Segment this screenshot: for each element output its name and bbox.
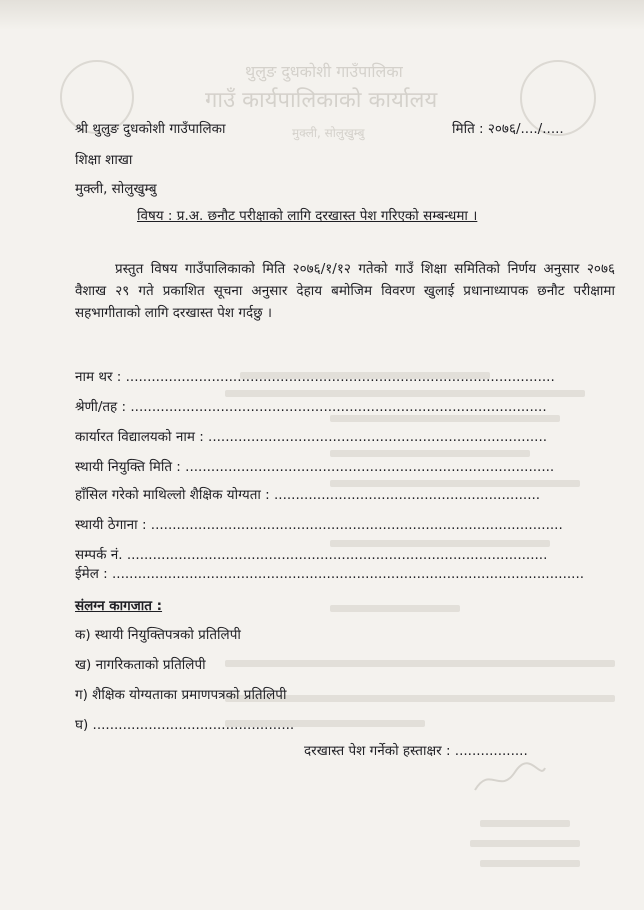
attachment-item: ख) नागरिकताको प्रतिलिपी <box>75 657 206 673</box>
signature-line: दरखास्त पेश गर्नेको हस्ताक्षर : ................. <box>304 743 528 759</box>
field-permanent-address: स्थायी ठेगाना : ................................................................................................ <box>75 517 563 533</box>
addressee-line-2: शिक्षा शाखा <box>75 152 133 168</box>
field-grade-level: श्रेणी/तह : ................................................................................................. <box>75 399 547 415</box>
field-appointment-date: स्थायी नियुक्ति मिति : ...................................................................................... <box>75 459 555 475</box>
field-school-name: कार्यारत विद्यालयको नाम : ............................................................................... <box>75 429 548 445</box>
attachment-item: ग) शैक्षिक योग्यताका प्रमाणपत्रको प्रतिलिपी <box>75 687 287 703</box>
field-email: ईमेल : .............................................................................................................. <box>75 566 585 582</box>
date-field: मिति : २०७६/..../..... <box>452 121 564 137</box>
attachments-heading: संलग्न कागजात : <box>75 598 163 614</box>
addressee-line-3: मुक्ली, सोलुखुम्बु <box>75 181 157 197</box>
attachment-item: घ) ............................................... <box>75 717 295 733</box>
watermark-signature-icon <box>470 760 550 800</box>
addressee-line-1: श्री थुलुङ दुधकोशी गाउँपालिका <box>75 121 226 137</box>
body-paragraph: प्रस्तुत विषय गाउँपालिकाको मिति २०७६/१/१२ गतेको गाउँ शिक्षा समितिको निर्णय अनुसार २०७६ वैशाख २९ गते प्रकाशित सूचना अनुसार देहाय बमोजिम विवरण खुलाई प्रधानाध्यापक छनौट परीक्षामा सहभागीताको लागि दरखास्त पेश गर्दछु । <box>75 261 615 321</box>
field-qualification: हाँसिल गरेको माथिल्लो शैक्षिक योग्यता : .............................................................. <box>75 487 541 503</box>
watermark-line-3: मुक्ली, सोलुखुम्बु <box>292 126 365 140</box>
watermark-line-2: गाउँ कार्यपालिकाको कार्यालय <box>205 88 438 113</box>
subject-line: विषय : प्र.अ. छनौट परीक्षाको लागि दरखास्त पेश गरिएको सम्बन्धमा । <box>137 208 478 224</box>
attachment-item: क) स्थायी नियुक्तिपत्रको प्रतिलिपी <box>75 627 241 643</box>
watermark-line-1: थुलुङ दुधकोशी गाउँपालिका <box>245 62 403 81</box>
field-name: नाम थर : .................................................................................................... <box>75 369 555 385</box>
field-contact-number: सम्पर्क नं. .................................................................................................. <box>75 547 548 563</box>
